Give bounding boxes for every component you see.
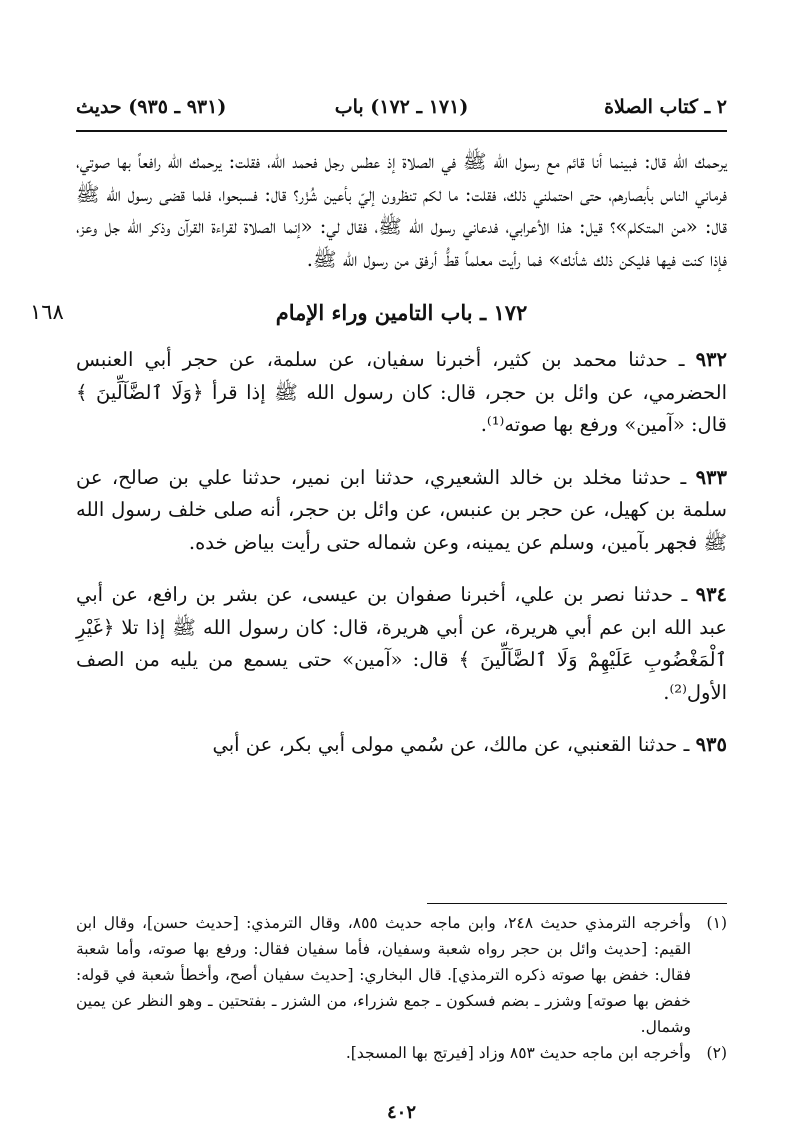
hadith-933 (76, 462, 727, 560)
text-line: يرحمك الله قال: فبينما أنا قائم مع رسول الله ﷺ في الصلاة إذ عطس رجل (324, 150, 728, 173)
text-line: كنت فيها فليكن ذلك شأنك» فما رأيت معلماً قطُّ أرفق من رسول الله ﷺ. (306, 247, 704, 271)
text-line: من الصف الأول⁽²⁾. (76, 648, 727, 704)
footnote-number: (١) (706, 914, 727, 932)
footnote-text (76, 1040, 691, 1066)
text-line: صالح، عن سلمة بن كهيل، عن حجر بن عنبس، عن وائل بن حجر، أنه صلى (76, 465, 727, 521)
text-line: خلف رسول الله ﷺ فجهر بآمين، وسلم عن يمينه، وعن شماله حتى رأيت (76, 498, 727, 554)
text-line: ـ حدثنا القعنبي، عن مالك، عن سُمي مولى أبي بكر، عن أبي (212, 733, 690, 756)
header-hadith-range: (٩٣١ ـ ٩٣٥) حديث (76, 96, 227, 118)
text-line: وأخرجه ابن ماجه حديث ٨٥٣ وزاد [فيرتج بها المسجد]. (345, 1044, 691, 1062)
main-text (30, 146, 728, 782)
intro-paragraph (76, 146, 727, 276)
hadith-number: ٩٣٤ (695, 583, 728, 606)
text-line: فحمد الله، فقلت: يرحمك الله رافعاً بها صوتي، فرماني الناس بأبصارهم، حتى (76, 150, 728, 206)
hadith-number: ٩٣٢ (695, 348, 727, 371)
text-line: أصح، وأخطأ شعبة في قوله: خفض بها صوته] وشزر ـ بضم فسكون ـ جمع شزراء، من (76, 966, 691, 1010)
text-line: ٱلضَّآلِّينَ ﴾ قال: «آمين» ورفع بها صوته⁽¹⁾. (76, 380, 727, 436)
footnote-number: (٢) (706, 1044, 727, 1062)
hadith-932 (76, 344, 727, 442)
header-divider (76, 130, 727, 132)
header-book-title: ٢ ـ كتاب الصلاة (604, 96, 727, 118)
text-line: عن أبي عبد الله ابن عم أبي هريرة، عن أبي هريرة، قال: كان رسول الله ﷺ (76, 583, 728, 639)
hadith-number: ٩٣٣ (695, 465, 727, 489)
text-line: الشزر ـ بفتحتين ـ وهو النظر عن يمين وشمال. (76, 992, 691, 1036)
text-line: إذا تلا ﴿غَيْرِ ٱلْمَغْضُوبِ عَلَيْهِمْ وَلَا ٱلضَّآلِّينَ ﴾ قال: «آمين» حتى يسمع من يليه (76, 615, 727, 671)
footnote-divider (427, 903, 727, 904)
text-line: صوته، وأما شعبة فقال: خفض بها صوته ذكره الترمذي]. قال البخاري: [حديث سفيان (76, 940, 691, 984)
text-line: ـ حدثنا نصر بن علي، أخبرنا صفوان بن عيسى، عن بشر بن رافع، (146, 583, 688, 606)
footnotes (76, 910, 727, 1066)
hadith-935 (76, 729, 727, 762)
footnote-2 (76, 1040, 727, 1066)
text-line: ـ حدثنا محمد بن كثير، أخبرنا سفيان، عن سلمة، عن حجر أبي (144, 348, 685, 371)
text-line: وقال ابن القيم: [حديث وائل بن حجر رواه شعبة وسفيان، فأما سفيان فقال: ورفع بها (76, 914, 691, 958)
text-line: احتملني ذلك، فقلت: ما لكم تنظرون إليّ بأعين شُزْر؟ قال: فسبحوا، فلما (191, 182, 574, 206)
chapter-title: ١٧٢ ـ باب التامين وراء الإمام (275, 300, 528, 325)
hadith-number: ٩٣٥ (695, 733, 727, 756)
text-line: ـ حدثنا مخلد بن خالد الشعيري، حدثنا ابن نمير، حدثنا علي بن (168, 465, 687, 489)
text-line: قضى رسول الله ﷺ قال: «من المتكلم»؟ قيل: هذا الأعرابي، فدعاني (76, 182, 727, 238)
text-line: وأخرجه الترمذي حديث ٢٤٨، وابن ماجه حديث ٨٥٥، وقال الترمذي: [حديث حسن]، (141, 914, 691, 932)
text-line: بياض خده. (188, 530, 275, 554)
page-number: ٤٠٢ (386, 1102, 416, 1123)
text-line: رسول الله ﷺ، فقال لي: «إنما الصلاة لقراءة القرآن وذكر الله جل وعز، فإذا (76, 215, 727, 271)
footnote-1 (76, 910, 727, 1040)
running-header (76, 96, 727, 128)
header-chapter-range: (١٧١ ـ ١٧٢) باب (334, 96, 469, 118)
chapter-margin-number: ١٦٨ (30, 300, 64, 324)
text-line: العنبس الحضرمي، عن وائل بن حجر، قال: كان رسول الله ﷺ إذا قرأ ﴿وَلَا (76, 348, 727, 404)
footnote-text (76, 910, 691, 1040)
chapter-heading (30, 294, 727, 338)
hadith-934 (76, 579, 727, 709)
